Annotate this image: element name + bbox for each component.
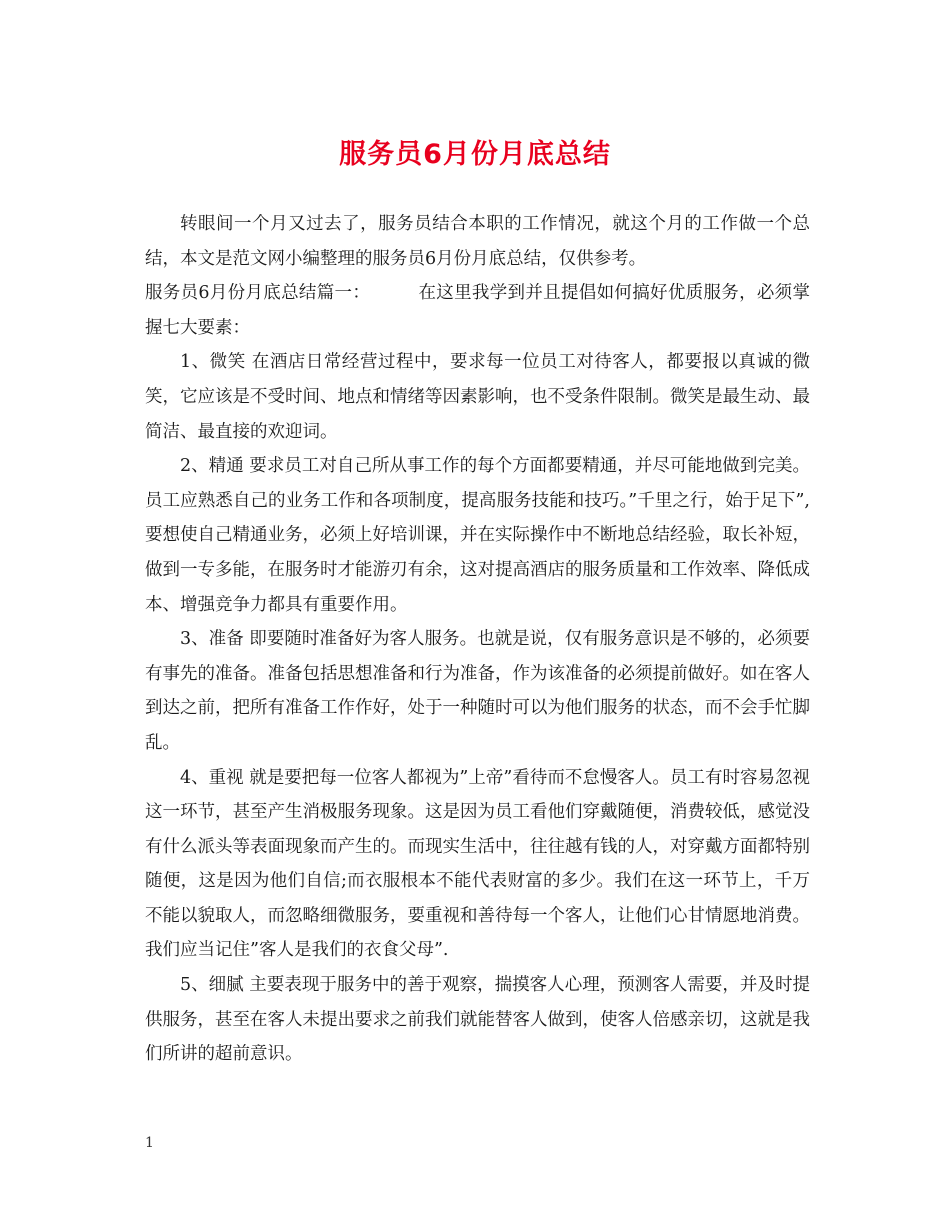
item-paragraph-5: 5、细腻 主要表现于服务中的善于观察，揣摸客人心理，预测客人需要，并及时提供服务，甚至在客人未提出要求之前我们就能替客人做到，使客人倍感亲切，这就是我们所讲的超前意识。 — [145, 975, 810, 1065]
item-paragraph-2: 2、精通 要求员工对自己所从事工作的每个方面都要精通，并尽可能地做到完美。员工应熟悉自己的业务工作和各项制度，提高服务技能和技巧。”千里之行，始于足下”,要想使自己精通业务，必须上好培训课，并在实际操作中不断地总结经验，取长补短，做到一专多能，在服务时才能游刃有余，这对提高酒店的服务质量和工作效率、降低成本、增强竞争力都具有重要作用。 — [145, 456, 810, 615]
page-number: 1 — [145, 1135, 154, 1151]
section-heading: 服务员6月份月底总结篇一： — [145, 283, 371, 304]
section-paragraph — [145, 276, 810, 345]
item-paragraph-1: 1、微笑 在酒店日常经营过程中，要求每一位员工对待客人，都要报以真诚的微笑，它应该是不受时间、地点和情绪等因素影响，也不受条件限制。微笑是最生动、最简洁、最直接的欢迎词。 — [145, 352, 810, 442]
section-lead: 在这里我学到并且提倡如何搞好优质服务，必须掌握七大要素： — [145, 283, 810, 338]
intro-paragraph: 转眼间一个月又过去了，服务员结合本职的工作情况，就这个月的工作做一个总结，本文是范文网小编整理的服务员6月份月底总结，仅供参考。 — [145, 214, 810, 269]
document-title: 服务员6月份月底总结 — [339, 139, 611, 170]
item-paragraph-4: 4、重视 就是要把每一位客人都视为”上帝”看待而不怠慢客人。员工有时容易忽视这一环节，甚至产生消极服务现象。这是因为员工看他们穿戴随便，消费较低，感觉没有什么派头等表面现象而产生的。而现实生活中，往往越有钱的人，对穿戴方面都特别随便，这是因为他们自信;而衣服根本不能代表财富的多少。我们在这一环节上，千万不能以貌取人，而忽略细微服务，要重视和善待每一个客人，让他们心甘情愿地消费。我们应当记住”客人是我们的衣食父母”. — [145, 767, 810, 961]
item-paragraph-3: 3、准备 即要随时准备好为客人服务。也就是说，仅有服务意识是不够的，必须要有事先的准备。准备包括思想准备和行为准备，作为该准备的必须提前做好。如在客人到达之前，把所有准备工作作好，处于一种随时可以为他们服务的状态，而不会手忙脚乱。 — [145, 629, 810, 753]
document-body — [145, 207, 810, 1072]
